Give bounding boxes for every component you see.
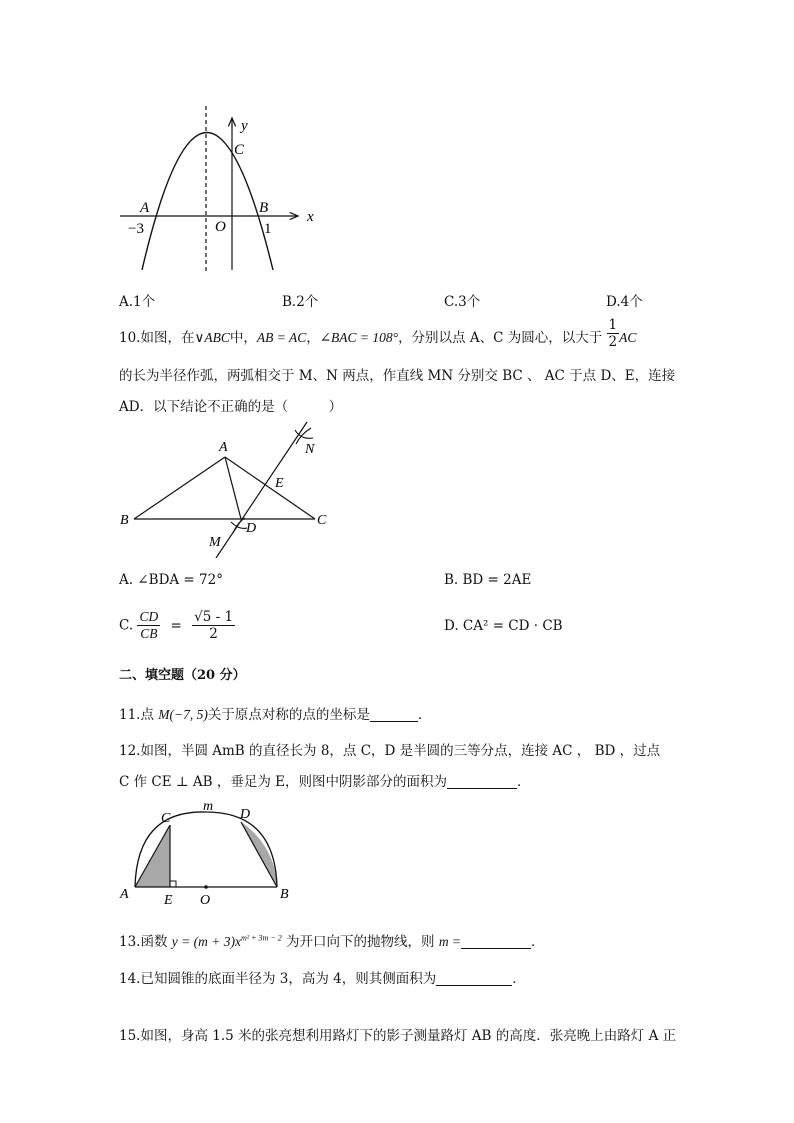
q10-mid2: ，分别以点 A、C 为圆心，以大于	[398, 330, 603, 346]
q10-ac: AC	[619, 330, 637, 345]
label-e: E	[275, 476, 284, 491]
q13	[119, 930, 545, 950]
q14-answer-blank[interactable]	[436, 971, 512, 986]
label-x: x	[307, 209, 314, 225]
arc-n	[295, 430, 313, 438]
parabola-figure	[110, 100, 330, 280]
label-1: 1	[264, 221, 272, 237]
label-n: N	[305, 442, 315, 457]
q10-sep: ，	[306, 330, 320, 346]
label-o: O	[200, 893, 211, 908]
q10-line2: 的长为半径作弧，两弧相交于 M、N 两点，作直线 MN 分别交 BC 、 AC 于点 D、E，连接	[119, 368, 676, 384]
q14-end: ．	[512, 971, 526, 987]
q13-exponent: m² + 3m − 2	[240, 933, 282, 943]
q11-end: ．	[417, 707, 432, 723]
q10-option-c-radical-fraction	[192, 609, 235, 642]
q10-mid1: 中，	[229, 330, 257, 346]
q9-option-c: C.3个	[444, 294, 481, 310]
q14-text: 14.已知圆锥的底面半径为 3，高为 4，则其侧面积为	[119, 971, 437, 987]
semicircle-figure	[115, 800, 300, 910]
q11	[119, 703, 431, 723]
label-c: C	[317, 513, 327, 528]
q15: 15.如图，身高 1.5 米的张亮想利用路灯下的影子测量路灯 AB 的高度．张亮晚上由路灯 A 正	[119, 1028, 677, 1044]
center-point	[204, 885, 208, 889]
q10-option-c-fraction	[137, 609, 160, 642]
label-y: y	[241, 118, 248, 134]
line-mn	[216, 422, 307, 558]
q9-option-d: D.4个	[606, 294, 643, 310]
q13-pre: 13.函数	[119, 934, 172, 950]
q12-line2	[119, 770, 530, 790]
label-o: O	[215, 219, 226, 235]
q10-line3: AD．以下结论不正确的是（ ）	[119, 399, 343, 415]
parabola-curve	[142, 133, 273, 271]
q10-intro: 10.如图，在	[119, 330, 195, 346]
label-m: m	[203, 800, 214, 814]
label-e: E	[164, 893, 173, 908]
q10-option-c-rden: 2	[209, 626, 218, 642]
q9-option-b: B.2个	[282, 294, 319, 310]
q10-triangle: ∨ABC	[194, 330, 230, 345]
q9-option-a: A.1个	[119, 294, 156, 310]
q10-option-c-prefix: C.	[119, 617, 134, 634]
label-b: B	[120, 513, 129, 528]
q10-option-c-num: CD	[139, 609, 159, 624]
q10-option-c-rnum: √5 - 1	[194, 609, 234, 625]
label-minus3: −3	[128, 221, 144, 237]
q13-mid: 为开口向下的抛物线，则	[281, 934, 439, 950]
label-m: M	[209, 535, 221, 550]
q10-half-den: 2	[608, 334, 618, 350]
q11-point: M(−7, 5)	[158, 707, 208, 722]
q11-answer-blank[interactable]	[370, 707, 418, 722]
q10-half-fraction	[607, 317, 620, 350]
q11-pre: 11.点	[119, 707, 159, 723]
q13-end: ．	[531, 934, 545, 950]
segment-ab	[134, 457, 225, 519]
q10-option-c-eq: =	[170, 617, 182, 634]
q13-function: y = (m + 3)x	[171, 934, 241, 949]
q12-line2-text: C 作 CE ⊥ AB ，垂足为 E，则图中阴影部分的面积为	[119, 774, 447, 790]
q10-equation: AB = AC	[256, 330, 307, 345]
q10-option-a: A. ∠BDA = 72°	[119, 572, 223, 588]
q10-option-c-den: CB	[140, 626, 158, 641]
label-c: C	[161, 811, 171, 826]
q12-end: ．	[516, 774, 531, 790]
label-a: A	[120, 887, 129, 902]
q11-post: 关于原点对称的点的坐标是	[207, 707, 370, 723]
q10-option-b: B. BD = 2AE	[444, 572, 532, 588]
label-d: D	[240, 807, 251, 822]
label-d: D	[246, 521, 257, 536]
section-heading: 二、填空题（20 分）	[119, 668, 246, 683]
q10-option-c	[119, 609, 235, 642]
label-b: B	[259, 200, 269, 216]
right-angle-mark	[170, 881, 176, 887]
q14	[119, 967, 526, 987]
q13-var: m =	[438, 934, 462, 949]
label-c: C	[234, 142, 245, 158]
q10-option-d: D. CA² = CD · CB	[444, 618, 563, 634]
q12-answer-blank[interactable]	[447, 774, 517, 789]
q13-answer-blank[interactable]	[461, 934, 531, 949]
q10-line1	[119, 317, 637, 350]
q12-line1: 12.如图，半圆 AmB 的直径长为 8，点 C，D 是半圆的三等分点，连接 AC ， BD ，过点	[119, 743, 661, 759]
q10-half-num: 1	[608, 317, 618, 333]
q10-angle: ∠BAC = 108°	[319, 330, 399, 345]
triangle-figure	[115, 418, 345, 558]
label-b: B	[280, 887, 289, 902]
label-a: A	[219, 440, 228, 455]
label-a: A	[140, 200, 150, 216]
